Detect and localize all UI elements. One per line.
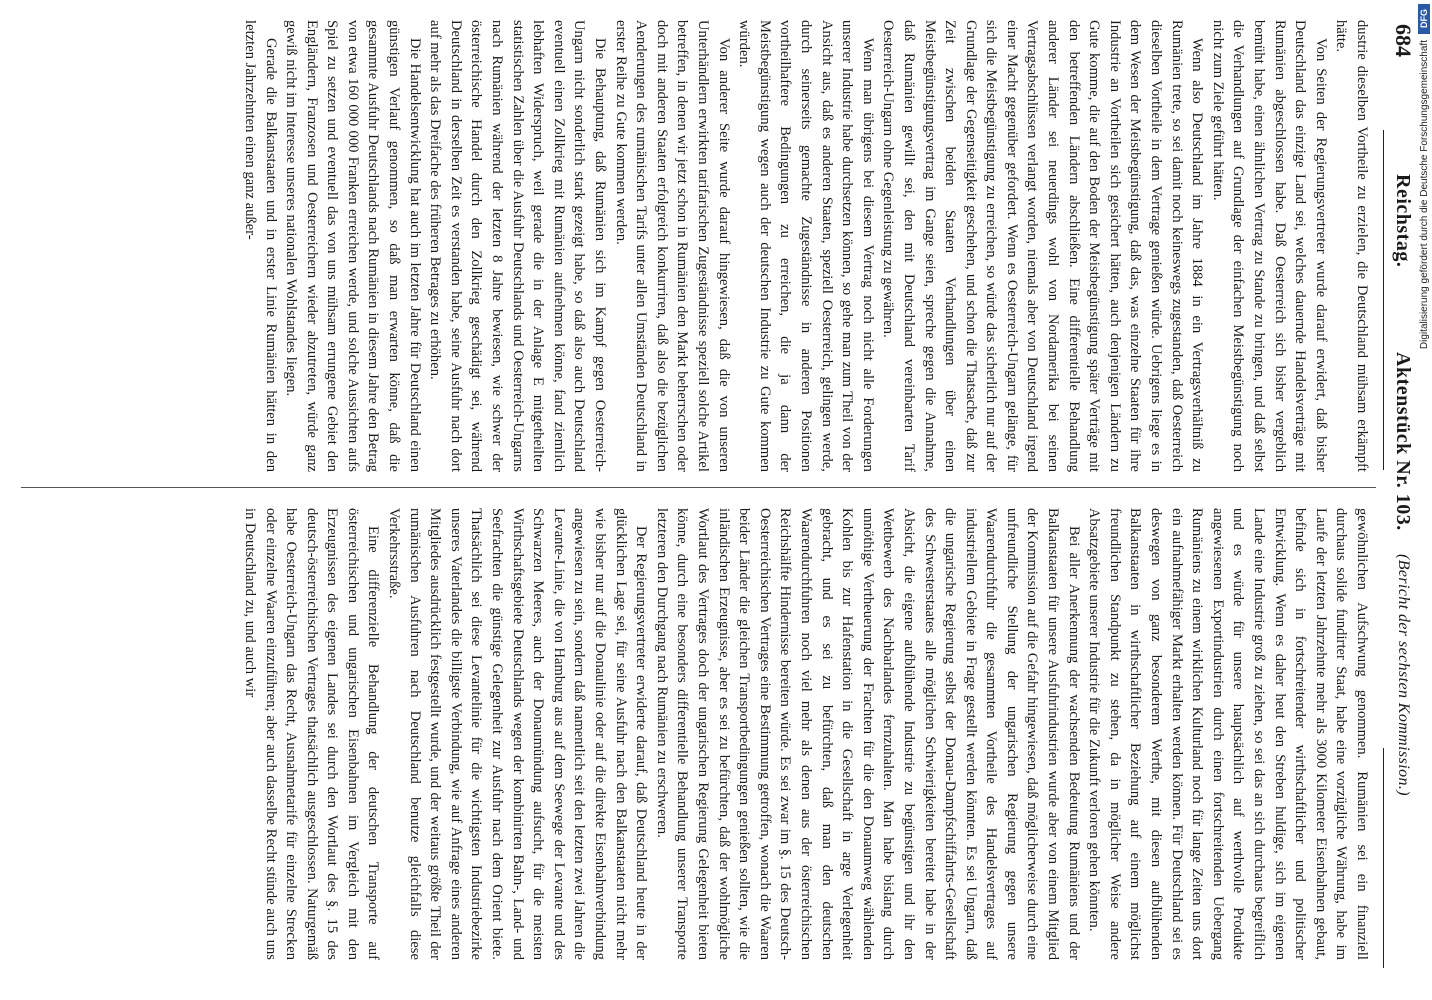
digitization-footer [1420,0,1430,1000]
running-head: Reichstag. [1392,174,1414,268]
paragraph: Gerade die Balkanstaaten und in erster Linie Rumänien hätten in den letzten Jahrzehnten einen ganz außer- [241,20,279,472]
page-header [1388,24,1418,964]
digitization-credit: Digitalisierung gefördert durch die Deutsche Forschungsgemeinschaft [1419,40,1430,350]
column-divider [21,487,1376,488]
paragraph: Der Regierungsvertreter erwiderte darauf, daß Deutschland heute in der glücklichen Lage sei, für seine Ausfuhr nach den Balkanstaaten nicht mehr wie bisher nur auf die Donaulinie oder auf die direkte Eisenbahnverbindung angewiesen zu sein, sondern daß namentlich seit den letzten zwei Jahren die Levante-Linie, die von Hamburg aus auf dem Seewege der Levante und des Schwarzen Meeres, auch der Donaumündung aufsucht, für die meisten Wirthschaftsgebiete Deutschlands wegen der kombinirten Bahn-, Land- und Seefrachten die günstige Gelegenheit zur Ausfuhr nach dem Orient biete. Thatsächlich sei diese Levantelinie für die wichtigsten Industriebezirke unseres Vaterlandes die billigste Verbindung, wie auf Anfrage eines anderen Mitgliedes ausdrücklich festgestellt wurde, und der weitaus größte Theil der rumänischen Ausfuhren nach Deutschland benutze gleichfalls diese Verkehrsstraße. [386,508,650,960]
paragraph: Wenn man übrigens bei diesem Vertrag noch nicht alle Forderungen unserer Industrie habe durchsetzen können, so gehe man zum Theil von der Ansicht aus, daß es anderen Staaten, speziell Oesterreich, gelingen werde, durch seinerseits gemachte Zugeständnisse in anderen Positionen vortheilhaftere Bedingungen zu erreichen, die ja dann der Meistbegünstigung wegen auch der deutschen Industrie zu Gute kommen würden. [736,20,876,472]
dfg-logo: DFG [1418,4,1430,34]
document-title: Aktenstück Nr. 103. [1392,352,1414,531]
paragraph: Die Handelsentwicklung hat auch im letzten Jahre für Deutschland einen günstigen Verlauf genommen, so daß man erwarten könne, daß die gesammte Ausfuhr Deutschlands nach Rumänien in diesem Jahre den Betrag von etwa 160 000 000 Franken erreichen werde, und solche Aussichten aufs Spiel zu setzen und eventuell das von uns mühsam errungene Gebiet den Engländern, Franzosen und Oesterreichern wieder abzutreten, würde ganz gewiß nicht im Interesse unseres nationalen Wohlstandes liegen. [283,20,423,472]
paragraph: gewöhnlichen Aufschwung genommen. Rumänien sei ein finanziell durchaus solide fundirter Staat, habe eine vorzügliche Währung, habe im Laufe der letzten Jahrzehnte mehr als 3000 Kilometer Eisenbahnen gebaut, befinde sich in fortschreitender wirthschaftlicher und politischer Entwicklung. Wenn es daher heut den Streben huldige, sich im eigenen Lande eine Industrie groß zu ziehen, so sei das an sich durchaus begreiflich und es würde für unsere hauptsächlich auf werthvolle Produkte angewiesenen Exportindustrien durch einen fortschreitenden Uebergang Rumäniens zu einem wirklichen Kulturland noch für lange Zeiten uns dort ein aufnahmefähiger Markt erhalten werden können. Für Deutschland sei es deswegen von ganz besonderem Werthe, mit diesen aufblühenden Balkanstaaten in wirthschaftlicher Beziehung auf einem möglichst freundlichen Standpunkt zu stehen, da in möglicher Weise andere Absatzgebiete unserer Industrie für die Zukunft verloren gehen könnten. [1086,508,1370,960]
paragraph: Von Seiten der Regierungsvertreter wurde darauf erwidert, daß bisher Deutschland das einzige Land sei, welches dauernde Handelsverträge mit Rumänien abgeschlossen habe. Daß Oesterreich sich bisher vergeblich bemüht habe, einen ähnlichen Vertrag zu Stande zu bringen, und daß selbst die Verhandlungen auf Grundlage der einfachen Meistbegünstigung noch nicht zum Ziele geführt hätten. [1209,20,1329,472]
header-rule-right [1383,748,1384,968]
paragraph: Von anderer Seite wurde darauf hingewiesen, daß die von unseren Unterhändlern erwirkten tarifarischen Zugeständnisse speziell solche Artikel betreffen, in denen wir jetzt schon in Rumänien den Markt beherrschen oder doch mit anderen Staaten erfolgreich konkurriren, daß also die bezüglichen Aenderungen des rumänischen Tarifs unter allen Umständen Deutschland in erster Reihe zu Gute kommen werden. [612,20,732,472]
page-number: 684 [1391,24,1416,57]
paragraph: dustrie dieselben Vortheile zu erzielen, die Deutschland mühsam erkämpft hätte. [1333,20,1370,472]
right-text-column [22,508,1372,960]
paragraph: Wenn also Deutschland im Jahre 1884 in ein Vertragsverhältniß zu Rumänien trete, so sei damit noch keineswegs zugestanden, daß Oesterreich dieselben Vortheile in dem Vertrage genießen würde. Uebrigens liege es in dem Wesen der Meistbegünstigung, daß das, was einzelne Staaten für ihre Industrie an Vortheilen sich gesichert hätten, auch denjenigen Ländern zu Gute komme, die auf den Boden der Meistbegünstigung später Verträge mit den betreffenden Ländern abschließen. Eine differentielle Behandlung anderer Länder sei neuerdings wohl von Nordamerika bei seinen Vertragsabschlüssen verlangt worden, niemals aber von Deutschland irgend einer Macht gegenüber gefordert. Wenn es Oesterreich-Ungarn gelänge, für sich die Meistbegünstigung zu erreichen, so würde das sicherlich nur auf der Grundlage der Gegenseitigkeit geschehen, und schon die Thatsache, daß zur Zeit zwischen beiden Staaten Verhandlungen über einen Meistbegünstigungsvertrag im Gange seien, spreche gegen die Annahme, daß Rumänien gewillt sei, den mit Deutschland vereinbarten Tarif Oesterreich-Ungarn ohne Gegenleistung zu gewähren. [880,20,1206,472]
header-rule-left [1383,130,1384,470]
commission-header: (Bericht der sechsten Kommission.) [1395,554,1412,797]
left-text-column [22,20,1372,472]
paragraph: Bei aller Anerkennung der wachsenden Bedeutung Rumäniens und der Balkanstaaten für unsere Ausfuhrindustrien wurde aber von einem Mitglied der Kommission auf die Gefahr hingewiesen, daß möglicherweise durch eine unfreundliche Stellung der ungarischen Regierung gegen unsere Waarendurchfuhr die gesammten Vortheile des Handelsvertrages auf industriellem Gebiete in Frage gestellt werden könnten. Es sei Ungarn, daß die ungarische Regierung selbst der Donau-Dampfschiffahrts-Gesellschaft des Schwesterstaates alle möglichen Schwierigkeiten bereitet habe in der Absicht, die eigene aufblühende Industrie zu begünstigen und ihr den Wettbewerb des Nachbarlandes fernzuhalten. Man habe bislang durch unnöthige Vertheuerung der Frachten für die den Donaumweg wählenden Kohlen bis zur Hafenstation in die Gesellschaft in arge Verlegenheit gebracht, und es sei zu befürchten, daß man den deutschen Waarendurchfuhren noch viel mehr als denen aus der österreichischen Reichshälfte Hindernisse bereiten würde. Es sei zwar im §. 15 des Deutsch-Oesterreichischen Vertrages eine Bestimmung getroffen, wonach die Waaren beider Länder die gleichen Transportbedingungen genießen sollten, wie die inländischen Erzeugnisse, aber es sei zu befürchten, daß der wohlmögliche Wortlaut des Vertrages doch der ungarischen Regierung Gelegenheit bieten könne, durch eine besonders differentielle Behandlung unserer Transporte letzteren den Durchgang nach Rumänien zu erschweren. [653,508,1082,960]
paragraph: Eine differenzielle Behandlung der deutschen Transporte auf österreichischen und ungarischen Eisenbahnen im Vergleich mit den Erzeugnissen des eigenen Landes sei durch den Wortlaut des §. 15 des deutsch-österreichischen Vertrages thatsächlich ausgeschlossen. Naturgemäß habe Oesterreich-Ungarn das Recht, Ausnahmetarife für einzelne Strecken oder einzelne Waaren einzuführen; aber auch dasselbe Recht stünde auch uns in Deutschland zu, und auch wir [241,508,382,960]
paragraph: Die Behauptung, daß Rumänien sich im Kampf gegen Oesterreich-Ungarn nicht sonderlich stark gezeigt habe, so daß also auch Deutschland eventuell einen Zollkrieg mit Rumänien aufnehmen könne, fand ziemlich lebhaften Widerspruch, weil gerade die in der Anlage E mitgetheilten statistischen Zahlen über die Ausfuhr Deutschlands und Oesterreich-Ungarns nach Rumänien während der letzten 8 Jahre bewiesen, wie schwer der österreichische Handel durch den Zollkrieg geschädigt sei, während Deutschland in derselben Zeit es verstanden habe, seine Ausfuhr nach dort auf mehr als das Dreifache des früheren Betrages zu erhöhen. [427,20,609,472]
